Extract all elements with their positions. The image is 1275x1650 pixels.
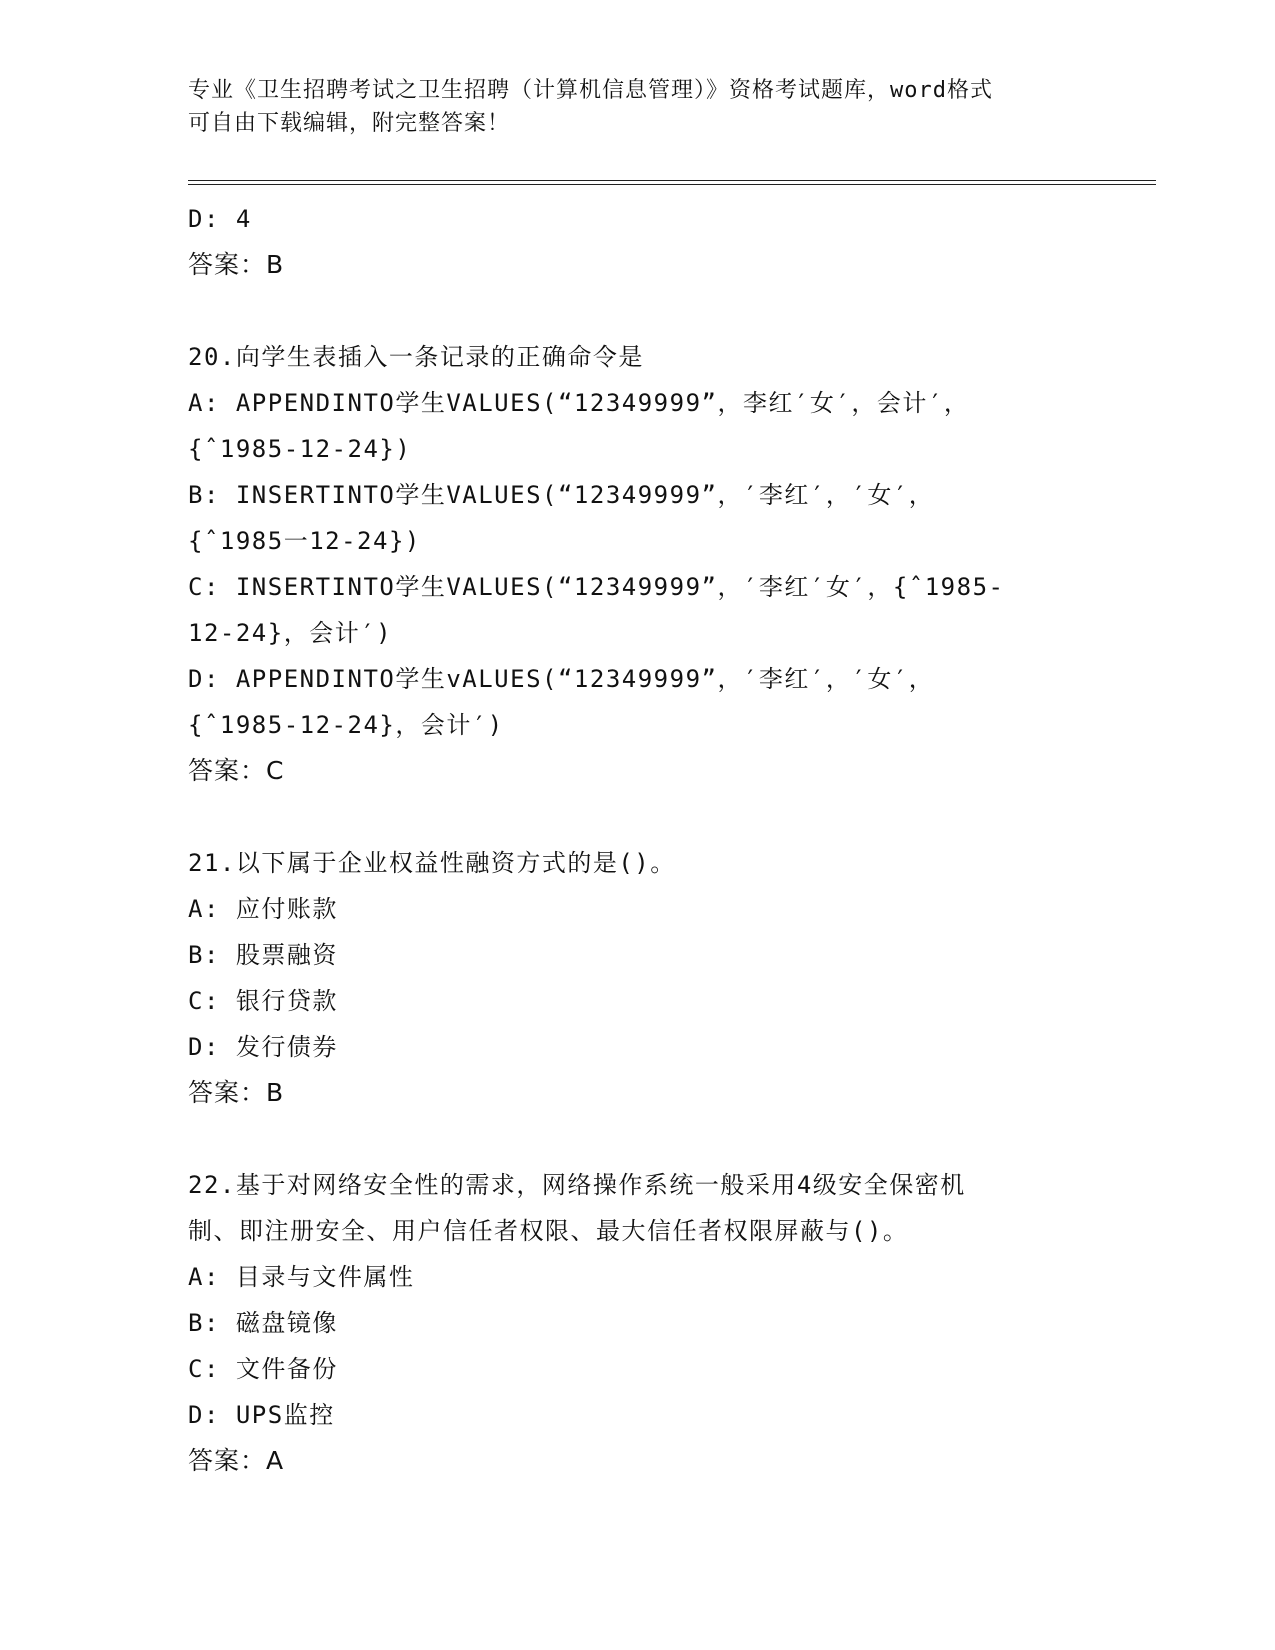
option-c: C: 文件备份: [188, 1355, 338, 1383]
option-a: A: 目录与文件属性: [188, 1263, 415, 1291]
answer-line: 答案：C: [188, 756, 285, 785]
option-a-continued: {ˆ1985-12-24}): [188, 435, 412, 463]
question-20: [188, 334, 1088, 794]
option-b: B: 磁盘镜像: [188, 1309, 338, 1337]
option-d: D: APPENDINTO学生vALUES(“12349999”，′李红′，′女′，: [188, 665, 935, 693]
answer-line: 答案：A: [188, 1446, 285, 1475]
option-c-continued: 12-24}，会计′): [188, 619, 393, 647]
option-d: D: UPS监控: [188, 1401, 335, 1429]
spacer: [188, 288, 1088, 334]
header-divider-bottom: [188, 184, 1156, 185]
option-d-continued: {ˆ1985-12-24}，会计′): [188, 711, 504, 739]
option-b-continued: {ˆ1985一12-24}): [188, 527, 421, 555]
question-stem: 20.向学生表插入一条记录的正确命令是: [188, 343, 644, 371]
question-stem-continued: 制、即注册安全、用户信任者权限、最大信任者权限屏蔽与()。: [188, 1217, 909, 1245]
question-stem: 21.以下属于企业权益性融资方式的是()。: [188, 849, 676, 877]
answer-line: 答案：B: [188, 250, 285, 279]
option-c: C: 银行贷款: [188, 987, 338, 1015]
question-stem: 22.基于对网络安全性的需求，网络操作系统一般采用4级安全保密机: [188, 1171, 966, 1199]
header-line-2: 可自由下载编辑，附完整答案！: [188, 111, 511, 136]
question-list: [188, 196, 1088, 1484]
option-a: A: APPENDINTO学生VALUES(“12349999”，李红′女′，会计′，: [188, 389, 970, 417]
option-d: D: 4: [188, 205, 252, 233]
header-line-1: 专业《卫生招聘考试之卫生招聘（计算机信息管理）》资格考试题库，word格式: [188, 78, 993, 103]
answer-line: 答案：B: [188, 1078, 285, 1107]
question-22: [188, 1162, 1088, 1484]
spacer: [188, 1116, 1088, 1162]
header-divider-top: [188, 180, 1156, 181]
option-a: A: 应付账款: [188, 895, 338, 923]
option-b: B: INSERTINTO学生VALUES(“12349999”，′李红′，′女′，: [188, 481, 935, 509]
spacer: [188, 794, 1088, 840]
question-21: [188, 840, 1088, 1116]
option-d: D: 发行债券: [188, 1033, 338, 1061]
document-header: [188, 74, 1088, 140]
previous-question-tail: [188, 196, 1088, 288]
option-c: C: INSERTINTO学生VALUES(“12349999”，′李红′女′，{ˆ1985-: [188, 573, 1005, 601]
option-b: B: 股票融资: [188, 941, 338, 969]
